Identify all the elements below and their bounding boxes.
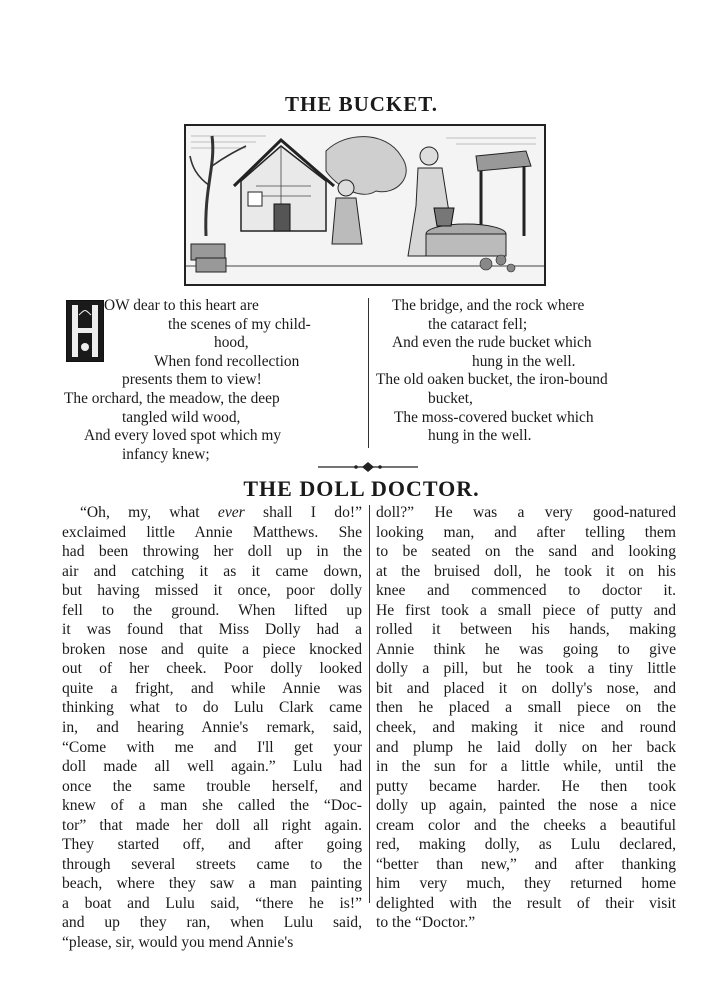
poem-line: The orchard, the meadow, the deep [64, 389, 280, 407]
story-line: beach, where they saw a man painting [62, 875, 362, 893]
story-line: “better than new,” and after thanking [376, 855, 676, 873]
story-line: and up they ran, when Lulu said, [62, 914, 362, 932]
story-line: “Come with me and I'll get your [62, 738, 362, 756]
story-line: but having missed it once, poor dolly [62, 582, 362, 600]
story-left-column [62, 503, 362, 953]
poem-column-divider [368, 298, 369, 448]
story-line: to the “Doctor.” [376, 914, 476, 932]
emphasis-word: ever [217, 504, 245, 521]
story-line: rolled it between his hands, making [376, 621, 676, 639]
story-line: air and catching it as it came down, [62, 562, 362, 580]
poem-line: tangled wild wood, [122, 408, 241, 426]
story-line: knew of a man she called the “Doc- [62, 797, 362, 815]
story-line: doll made all well again.” Lulu had [62, 758, 362, 776]
poem-line: hung in the well. [428, 427, 532, 445]
story-line: He first took a small piece of putty and [376, 601, 676, 619]
story-line: “please, sir, would you mend Annie's [62, 934, 294, 952]
story-line: delighted with the result of their visit [376, 894, 676, 912]
story-line: it was found that Miss Dolly had a [62, 621, 362, 639]
story-line: then he placed a small piece on the [376, 699, 676, 717]
story-line: at the bruised doll, he took it on his [376, 562, 676, 580]
bucket-illustration [184, 124, 546, 286]
poem-line: the cataract fell; [428, 315, 528, 333]
doll-doctor-title: THE DOLL DOCTOR. [243, 476, 480, 501]
poem-left-column [64, 297, 364, 464]
story-line: once the same trouble herself, and [62, 777, 362, 795]
poem-line: presents them to view! [122, 371, 262, 389]
story-line: in the sun for a little while, until the [376, 758, 676, 776]
poem-line: And every loved spot which my [84, 427, 282, 445]
story-line: had been throwing her doll up in the [62, 543, 362, 561]
story-line: “Oh, my, what ever shall I do!” [80, 504, 362, 521]
poem-line: When fond recollection [154, 352, 300, 370]
story-line: quite a fright, and while Annie was [62, 679, 362, 697]
diamond-rule-icon [318, 461, 418, 473]
story-line: a boat and Lulu said, “there he is!” [62, 894, 362, 912]
story-column-divider [369, 505, 370, 903]
poem-line: And even the rude bucket which [392, 334, 592, 352]
story-line: looking man, and after telling them [376, 523, 676, 541]
poem-line: bucket, [428, 389, 473, 407]
poem-line: OW dear to this heart are [104, 297, 259, 314]
poem-right-column [376, 297, 676, 446]
poem-line: hood, [214, 334, 249, 352]
story-line: him very much, they returned home [376, 875, 676, 893]
story-line: cheek, and making it nice and round [376, 719, 676, 737]
story-line: dolly up again, painted the nose a nice [376, 797, 676, 815]
story-line: to be seated on the sand and looking [376, 543, 676, 561]
story-line: cream color and the cheeks a beautiful [376, 816, 676, 834]
story-line: exclaimed little Annie Matthews. She [62, 523, 362, 541]
story-line: putty became harder. He then took [376, 777, 676, 795]
poem-line: The old oaken bucket, the iron-bound [376, 371, 608, 389]
story-line: fell to the ground. When lifted up [62, 601, 362, 619]
poem-line: infancy knew; [122, 445, 210, 463]
story-line: broken nose and quite a piece knocked [62, 640, 362, 658]
story-line: through several streets came to the [62, 855, 362, 873]
story-line: bit and placed it on dolly's nose, and [376, 679, 676, 697]
story-line: Annie think he was going to give [376, 640, 676, 658]
poem-line: the scenes of my child- [168, 315, 311, 333]
story-right-column [376, 503, 676, 933]
story-line: out of her cheek. Poor dolly looked [62, 660, 362, 678]
story-line: doll?” He was a very good-natured [376, 504, 676, 521]
story-line: They started off, and after going [62, 836, 362, 854]
story-line: tor” that made her doll all right again. [62, 816, 362, 834]
poem-line: The moss-covered bucket which [394, 408, 594, 426]
poem-line: The bridge, and the rock where [392, 297, 585, 314]
story-line: thinking what to do Lulu Clark came [62, 699, 362, 717]
well-scene-engraving [186, 126, 544, 284]
story-line: knee and commenced to doctor it. [376, 582, 676, 600]
section-divider-ornament [318, 460, 418, 472]
story-line: and plump he laid dolly on her back [376, 738, 676, 756]
bucket-title: THE BUCKET. [285, 92, 438, 116]
story-line: red, making dolly, as Lulu declared, [376, 836, 676, 854]
story-line: in, and hearing Annie's remark, said, [62, 719, 362, 737]
poem-line: hung in the well. [472, 352, 576, 370]
story-line: dolly a pill, but he took a tiny little [376, 660, 676, 678]
